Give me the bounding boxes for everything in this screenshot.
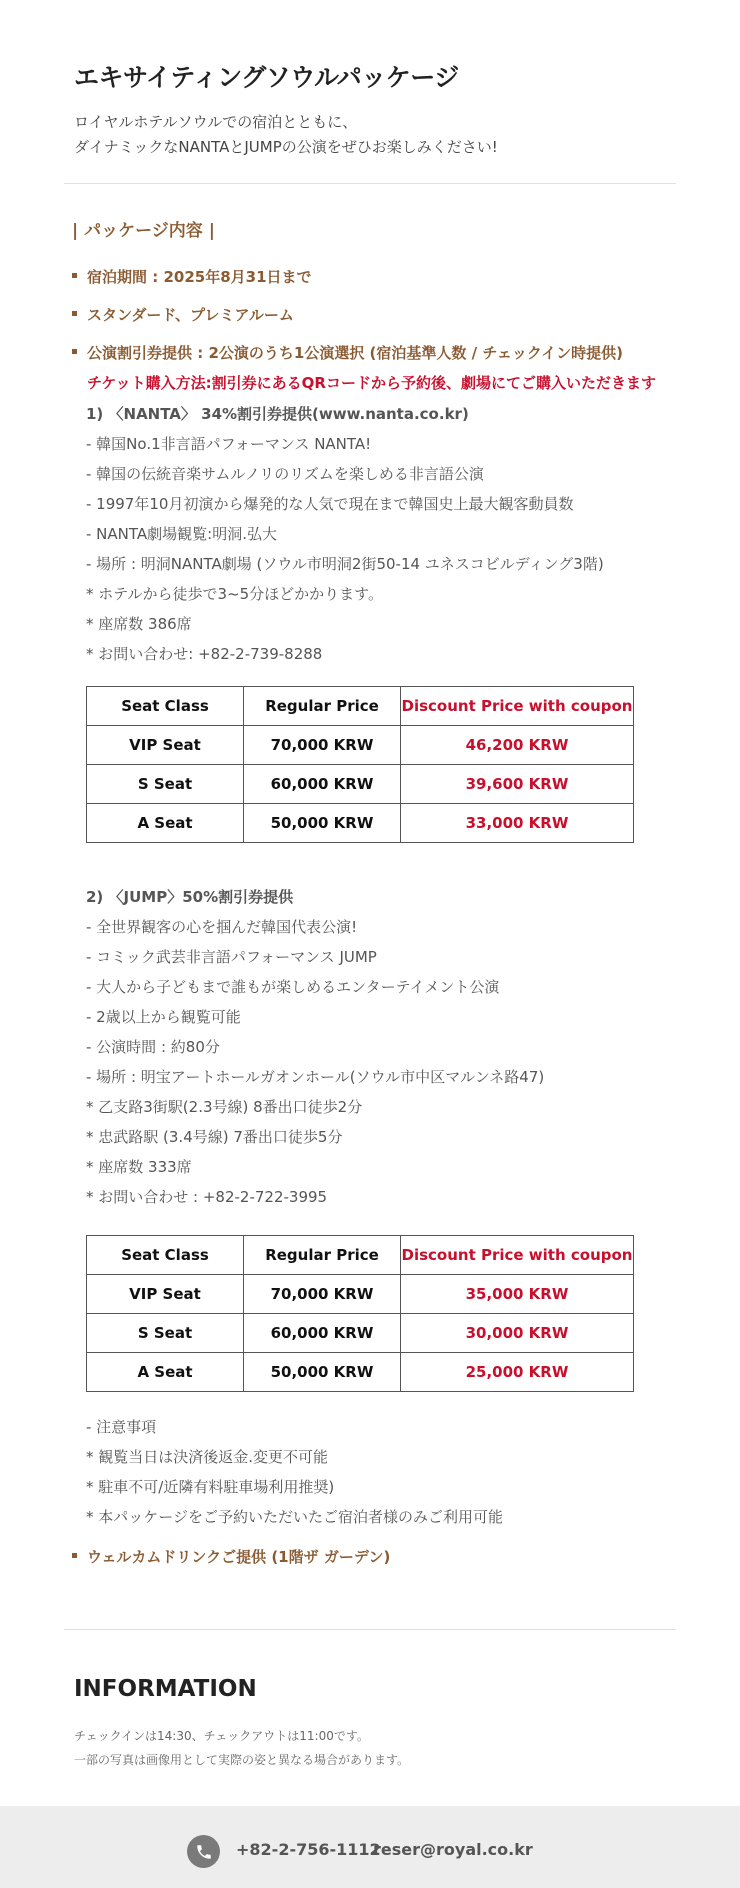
- jump-line: * 乙支路3街駅(2.3号線) 8番出口徒歩2分: [86, 1098, 363, 1116]
- discount-price-cell: 35,000 KRW: [401, 1275, 634, 1314]
- jump-line: - 大人から子どもまで誰もが楽しめるエンターテイメント公演: [86, 978, 500, 996]
- seat-class-cell: VIP Seat: [87, 1275, 244, 1314]
- seat-class-cell: A Seat: [87, 804, 244, 843]
- hero-section: [64, 0, 676, 184]
- stay-period-item: [72, 266, 312, 287]
- regular-price-cell: 60,000 KRW: [244, 1314, 401, 1353]
- bullet-square-icon: [72, 311, 77, 316]
- nanta-line: - 韓国No.1非言語パフォーマンス NANTA!: [86, 435, 372, 453]
- information-title: INFORMATION: [74, 1676, 257, 1702]
- seat-class-cell: A Seat: [87, 1353, 244, 1392]
- nanta-line: * ホテルから徒歩で3~5分ほどかかります。: [86, 585, 383, 603]
- jump-line: - 全世界観客の心を掴んだ韓国代表公演!: [86, 918, 358, 936]
- package-section-title: | パッケージ内容 |: [72, 221, 215, 241]
- table-row: [87, 804, 634, 843]
- jump-line: * お問い合わせ : +82-2-722-3995: [86, 1188, 328, 1206]
- seat-class-cell: S Seat: [87, 765, 244, 804]
- seat-class-cell: S Seat: [87, 1314, 244, 1353]
- notes-line: * 観覧当日は決済後返金.変更不可能: [86, 1448, 329, 1466]
- discount-price-cell: 33,000 KRW: [401, 804, 634, 843]
- jump-line: - 場所 : 明宝アートホールガオンホール(ソウル市中区マルンネ路47): [86, 1068, 545, 1086]
- nanta-line: - 韓国の伝統音楽サムルノリのリズムを楽しめる非言語公演: [86, 465, 484, 483]
- regular-price-cell: 70,000 KRW: [244, 726, 401, 765]
- table-row: [87, 1314, 634, 1353]
- hero-desc-line-2: ダイナミックなNANTAとJUMPの公演をぜひお楽しみください!: [74, 138, 498, 156]
- discount-price-cell: 25,000 KRW: [401, 1353, 634, 1392]
- seat-class-cell: VIP Seat: [87, 726, 244, 765]
- jump-line: * 忠武路駅 (3.4号線) 7番出口徒歩5分: [86, 1128, 343, 1146]
- notes-line: - 注意事項: [86, 1418, 157, 1436]
- regular-price-cell: 70,000 KRW: [244, 1275, 401, 1314]
- section-divider: [64, 1629, 676, 1630]
- coupon-text: 公演割引券提供 : 2公演のうち1公演選択 (宿泊基準人数 / チェックイン時提供): [87, 344, 623, 362]
- table-row: [87, 726, 634, 765]
- nanta-line: * 座席数 386席: [86, 615, 192, 633]
- bullet-square-icon: [72, 1553, 77, 1558]
- ticket-method-text: チケット購入方法:割引券にあるQRコードから予約後、劇場にてご購入いただきます: [87, 374, 656, 392]
- regular-price-cell: 60,000 KRW: [244, 765, 401, 804]
- hero-description: [74, 110, 498, 160]
- stay-period-text: 宿泊期間 : 2025年8月31日まで: [87, 268, 312, 286]
- jump-price-table: [86, 1235, 634, 1392]
- nanta-line: - 場所 : 明洞NANTA劇場 (ソウル市明洞2街50-14 ユネスコビルディング3階): [86, 555, 604, 573]
- jump-line: - コミック武芸非言語パフォーマンス JUMP: [86, 948, 377, 966]
- table-header-row: [87, 687, 634, 726]
- nanta-price-table: [86, 686, 634, 843]
- footer-email-link[interactable]: reser@royal.co.kr: [373, 1840, 533, 1859]
- table-header-row: [87, 1236, 634, 1275]
- footer-phone-link[interactable]: +82-2-756-1112: [236, 1840, 381, 1859]
- nanta-heading: 1) 〈NANTA〉 34%割引券提供(www.nanta.co.kr): [86, 405, 469, 423]
- bullet-square-icon: [72, 273, 77, 278]
- nanta-line: - 1997年10月初演から爆発的な人気で現在まで韓国史上最大観客動員数: [86, 495, 574, 513]
- rooms-text: スタンダード、プレミアルーム: [87, 306, 294, 324]
- page-title: エキサイティングソウルパッケージ: [74, 63, 459, 92]
- regular-price-cell: 50,000 KRW: [244, 1353, 401, 1392]
- discount-price-cell: 46,200 KRW: [401, 726, 634, 765]
- information-line-1: チェックインは14:30、チェックアウトは11:00です。: [74, 1729, 369, 1743]
- nanta-line: - NANTA劇場観覧:明洞.弘大: [86, 525, 277, 543]
- table-row: [87, 765, 634, 804]
- phone-icon: [187, 1835, 220, 1868]
- header-seat-class: Seat Class: [87, 687, 244, 726]
- hero-desc-line-1: ロイヤルホテルソウルでの宿泊とともに、: [74, 113, 358, 131]
- welcome-drink-item: [72, 1546, 390, 1567]
- rooms-item: [72, 304, 294, 325]
- jump-line: - 公演時間 : 約80分: [86, 1038, 220, 1056]
- notes-line: * 駐車不可/近隣有料駐車場利用推奨): [86, 1478, 335, 1496]
- header-regular-price: Regular Price: [244, 1236, 401, 1275]
- table-row: [87, 1275, 634, 1314]
- nanta-line: * お問い合わせ: +82-2-739-8288: [86, 645, 323, 663]
- header-discount-price: Discount Price with coupon: [401, 1236, 634, 1275]
- header-discount-price: Discount Price with coupon: [401, 687, 634, 726]
- header-seat-class: Seat Class: [87, 1236, 244, 1275]
- jump-heading: 2) 〈JUMP〉50%割引券提供: [86, 888, 294, 906]
- bullet-square-icon: [72, 349, 77, 354]
- header-regular-price: Regular Price: [244, 687, 401, 726]
- notes-line: * 本パッケージをご予約いただいたご宿泊者様のみご利用可能: [86, 1508, 503, 1526]
- information-line-2: 一部の写真は画像用として実際の姿と異なる場合があります。: [74, 1753, 410, 1767]
- welcome-drink-text: ウェルカムドリンクご提供 (1階ザ ガーデン): [87, 1548, 391, 1566]
- discount-price-cell: 39,600 KRW: [401, 765, 634, 804]
- table-row: [87, 1353, 634, 1392]
- jump-line: - 2歳以上から観覧可能: [86, 1008, 241, 1026]
- regular-price-cell: 50,000 KRW: [244, 804, 401, 843]
- coupon-item: [72, 342, 623, 363]
- discount-price-cell: 30,000 KRW: [401, 1314, 634, 1353]
- jump-line: * 座席数 333席: [86, 1158, 192, 1176]
